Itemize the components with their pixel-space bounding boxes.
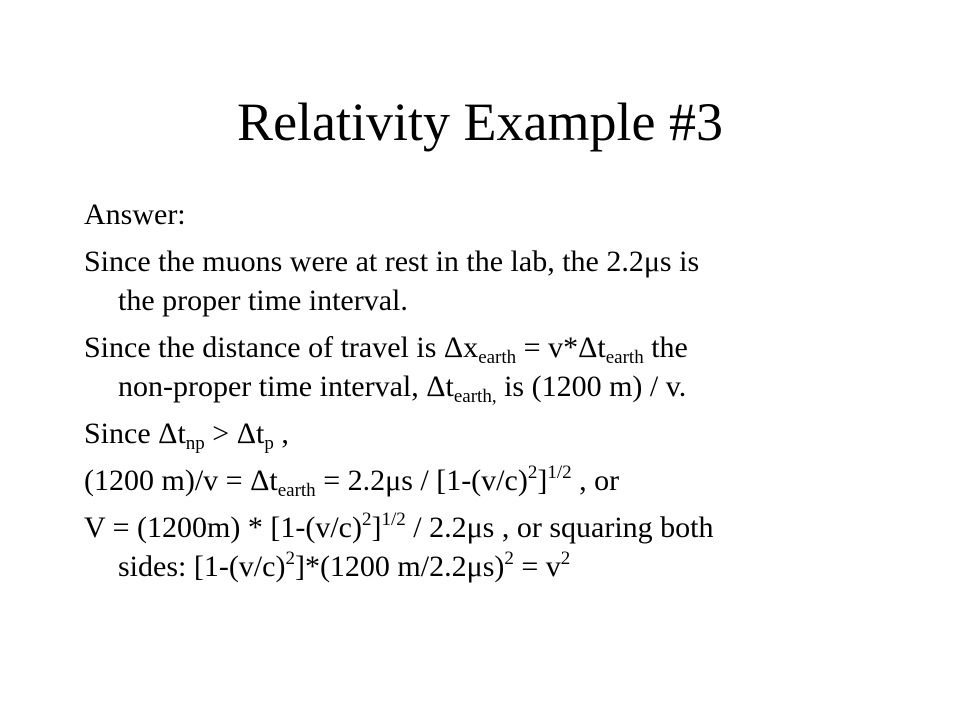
answer-label: Answer: — [84, 198, 186, 231]
squaring-text: / 2.2μs , or squaring both — [405, 511, 714, 544]
distance-text: non-proper time interval, Δt — [118, 370, 454, 403]
distance-text: Since the distance of travel is Δx — [84, 331, 479, 364]
inequality-paragraph — [84, 414, 884, 453]
squaring-text: V = (1200m) * [1-(v/c) — [84, 511, 362, 544]
distance-line-2 — [118, 370, 687, 407]
equation-text: (1200 m)/v = Δt — [84, 464, 278, 497]
distance-text: is (1200 m) / v. — [496, 370, 687, 403]
exponent: 2 — [527, 462, 538, 483]
slide-title: Relativity Example #3 — [237, 92, 723, 152]
equation-text: = 2.2μs / [1-(v/c) — [315, 464, 528, 497]
proper-time-line-1: Since the muons were at rest in the lab, the 2.2μs is — [84, 245, 700, 278]
exponent: 2 — [285, 548, 295, 569]
exponent: 2 — [560, 548, 571, 569]
distance-paragraph — [84, 328, 884, 406]
inequality-text: , — [273, 417, 289, 450]
exponent: 2 — [504, 548, 514, 569]
equation-paragraph — [84, 461, 884, 500]
distance-text: the — [643, 331, 688, 364]
inequality-text: > Δt — [204, 417, 265, 450]
proper-time-paragraph — [84, 242, 884, 320]
subscript-np: np — [185, 433, 205, 454]
distance-line-1 — [84, 331, 688, 368]
squaring-line-1 — [84, 511, 713, 544]
squaring-paragraph — [84, 508, 884, 586]
squaring-text: ] — [371, 511, 382, 544]
subscript-earth: earth — [277, 480, 316, 501]
subscript-p: p — [264, 433, 274, 454]
inequality-text: Since Δt — [84, 417, 186, 450]
subscript-earth: earth — [605, 347, 644, 368]
equation-text: , or — [571, 464, 620, 497]
proper-time-line-2: the proper time interval. — [118, 284, 408, 317]
exponent: 1/2 — [547, 462, 572, 483]
squaring-text: = v — [513, 550, 561, 583]
subscript-earth: earth — [478, 347, 517, 368]
squaring-text: ]*(1200 m/2.2μs) — [294, 550, 505, 583]
distance-text: = v*Δt — [516, 331, 606, 364]
subscript-earth: earth, — [453, 386, 497, 407]
squaring-line-2 — [118, 550, 570, 583]
exponent: 2 — [361, 509, 372, 530]
squaring-text: sides: [1-(v/c) — [118, 550, 286, 583]
slide-body — [84, 195, 884, 594]
exponent: 1/2 — [381, 509, 406, 530]
equation-text: ] — [537, 464, 548, 497]
